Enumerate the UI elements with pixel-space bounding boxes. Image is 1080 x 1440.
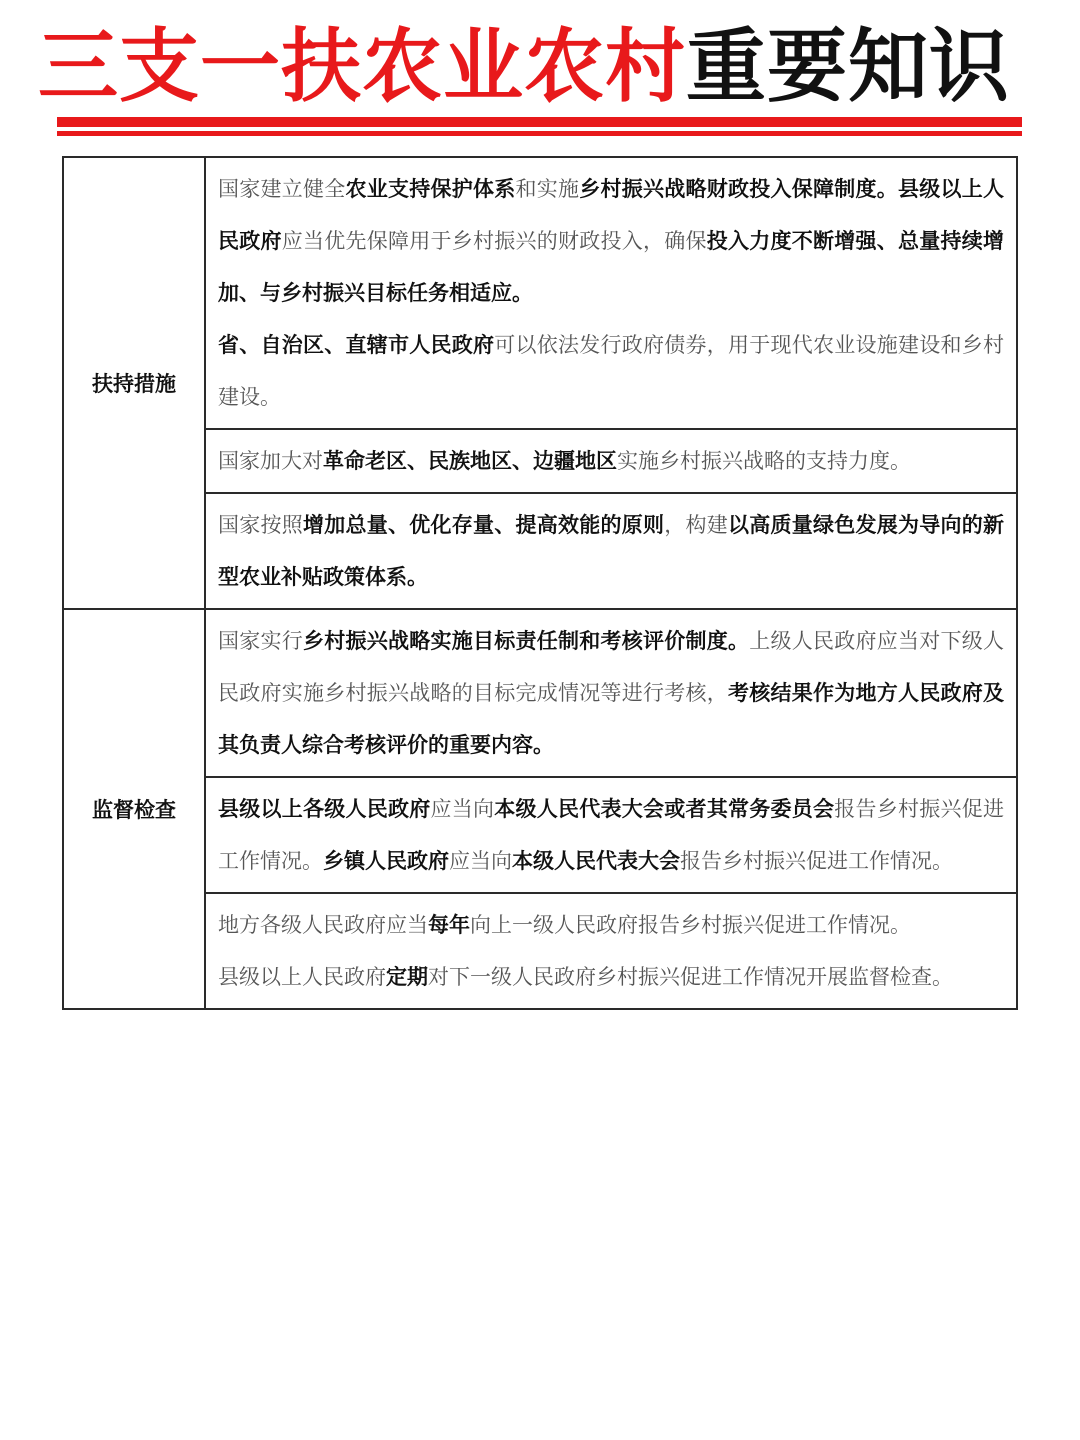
plain-text: 和实施 bbox=[515, 177, 580, 201]
plain-text: 报告乡村振兴促进工作情况。 bbox=[680, 849, 953, 873]
plain-text: 应当向 bbox=[449, 849, 512, 873]
bold-text: 本级人民代表大会 bbox=[512, 849, 680, 873]
plain-text: 上级人民政府应当对下级人民政府实施乡村振兴战略的目标完成情况等进行考核， bbox=[218, 629, 1004, 705]
category-cell: 扶持措施 bbox=[63, 157, 205, 609]
category-cell: 监督检查 bbox=[63, 609, 205, 1009]
page-title bbox=[38, 22, 1048, 112]
bold-text: 以高质量绿色发展为导向的新型农业补贴政策体系。 bbox=[218, 513, 1004, 589]
table-row bbox=[63, 777, 1017, 893]
table-row bbox=[63, 429, 1017, 493]
table-row bbox=[63, 157, 1017, 429]
table-row bbox=[63, 893, 1017, 1009]
bold-text: 每年 bbox=[428, 913, 470, 937]
table-row bbox=[63, 609, 1017, 777]
plain-text: 应当优先保障用于乡村振兴的财政投入，确保 bbox=[281, 229, 707, 253]
content-cell bbox=[205, 157, 1017, 429]
content-paragraph bbox=[218, 435, 1004, 487]
bold-text: 乡村振兴战略实施目标责任制和考核评价制度。 bbox=[303, 629, 750, 653]
knowledge-table bbox=[62, 156, 1018, 1010]
content-cell bbox=[205, 609, 1017, 777]
title-underline-thick bbox=[57, 117, 1022, 127]
plain-text: 对下一级人民政府乡村振兴促进工作情况开展监督检查。 bbox=[428, 965, 953, 989]
content-paragraph bbox=[218, 499, 1004, 603]
table-row bbox=[63, 493, 1017, 609]
bold-text: 投入力度不断增强、总量持续增加、与乡村振兴目标任务相适应。 bbox=[218, 229, 1004, 305]
plain-text: 应当向 bbox=[430, 797, 495, 821]
content-cell bbox=[205, 777, 1017, 893]
content-paragraph bbox=[218, 783, 1004, 887]
plain-text: 国家加大对 bbox=[218, 449, 323, 473]
bold-text: 本级人民代表大会或者其常务委员会 bbox=[494, 797, 835, 821]
plain-text: 国家按照 bbox=[218, 513, 303, 537]
bold-text: 定期 bbox=[386, 965, 428, 989]
knowledge-table-body bbox=[63, 157, 1017, 1009]
plain-text: 县级以上人民政府 bbox=[218, 965, 386, 989]
content-paragraph bbox=[218, 899, 1004, 951]
title-underline-thin bbox=[57, 131, 1022, 136]
bold-text: 乡镇人民政府 bbox=[323, 849, 449, 873]
plain-text: 地方各级人民政府应当 bbox=[218, 913, 428, 937]
plain-text: 报告乡村振兴促进工作情况。 bbox=[218, 797, 1004, 873]
bold-text: 乡村振兴战略财政投入保障制度。县级以上人民政府 bbox=[218, 177, 1004, 253]
bold-text: 县级以上各级人民政府 bbox=[218, 797, 431, 821]
bold-text: 省、自治区、直辖市人民政府 bbox=[218, 333, 495, 357]
plain-text: 可以依法发行政府债券，用于现代农业设施建设和乡村建设。 bbox=[218, 333, 1004, 409]
bold-text: 农业支持保护体系 bbox=[345, 177, 516, 201]
plain-text: 向上一级人民政府报告乡村振兴促进工作情况。 bbox=[470, 913, 911, 937]
content-cell bbox=[205, 493, 1017, 609]
plain-text: 实施乡村振兴战略的支持力度。 bbox=[617, 449, 911, 473]
content-paragraph bbox=[218, 615, 1004, 771]
content-cell bbox=[205, 429, 1017, 493]
plain-text: ，构建 bbox=[664, 513, 728, 537]
content-paragraph bbox=[218, 319, 1004, 423]
bold-text: 考核结果作为地方人民政府及其负责人综合考核评价的重要内容。 bbox=[218, 681, 1004, 757]
plain-text: 国家实行 bbox=[218, 629, 303, 653]
title-black-part: 重要知识 bbox=[686, 20, 1010, 113]
bold-text: 增加总量、优化存量、提高效能的原则 bbox=[303, 513, 665, 537]
plain-text: 国家建立健全 bbox=[218, 177, 346, 201]
bold-text: 革命老区、民族地区、边疆地区 bbox=[323, 449, 617, 473]
content-cell bbox=[205, 893, 1017, 1009]
content-paragraph bbox=[218, 163, 1004, 319]
content-paragraph bbox=[218, 951, 1004, 1003]
title-red-part: 三支一扶农业农村 bbox=[38, 20, 686, 113]
